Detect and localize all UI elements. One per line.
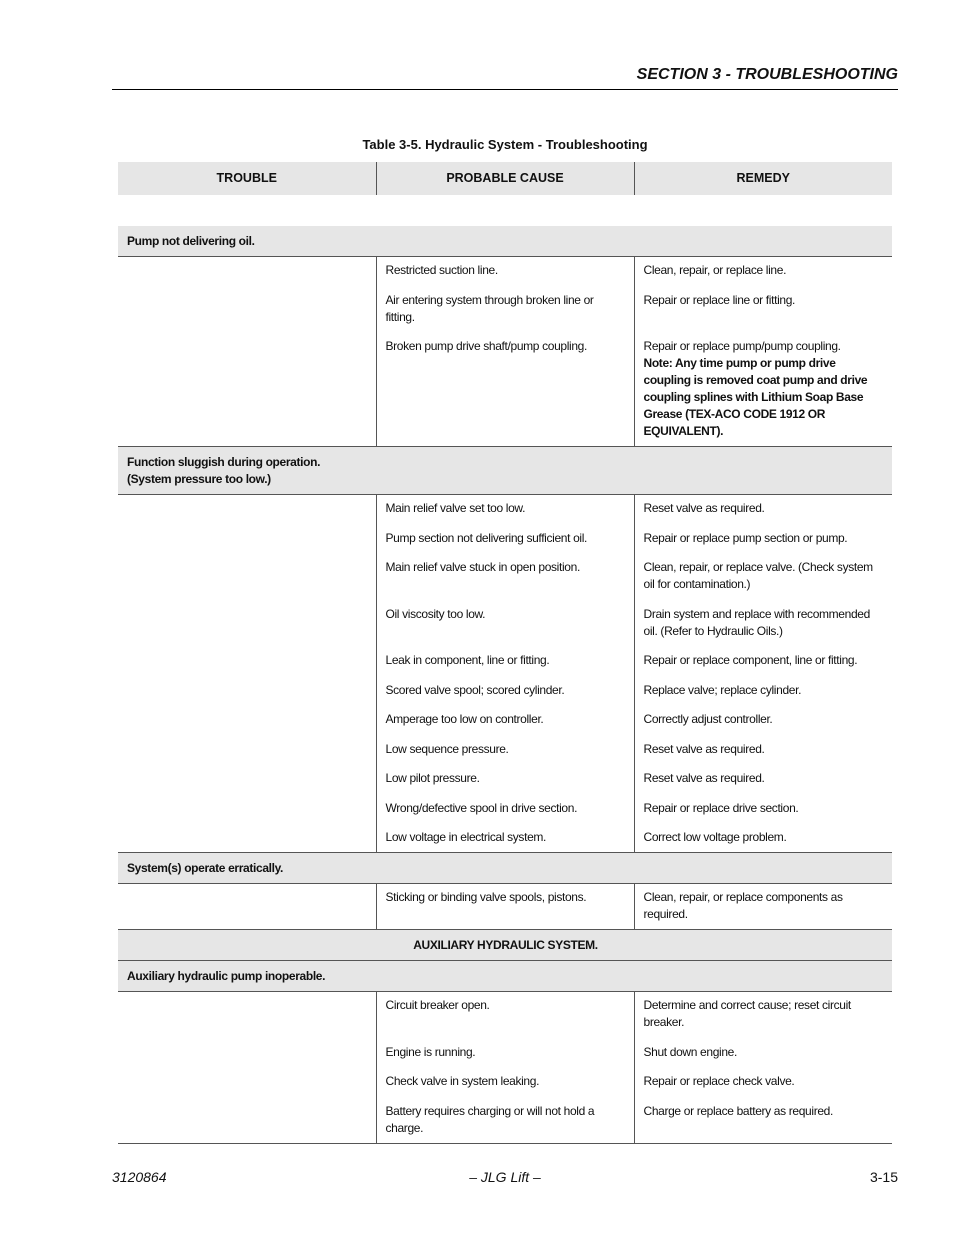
remedy-item [644, 1073, 885, 1090]
troubleshooting-table [118, 162, 892, 1144]
remedy-text: Reset valve as required. [643, 741, 765, 756]
probable-cause-item: Oil viscosity too low. [385, 606, 486, 621]
remedy-item [644, 1103, 885, 1137]
remedy-text: Repair or replace pump section or pump. [643, 530, 848, 545]
remedy-text: Clean, repair, or replace line. [643, 263, 787, 277]
probable-cause-item: Amperage too low on controller. [385, 712, 544, 726]
trouble-cell [118, 930, 892, 961]
remedy-item [644, 606, 885, 640]
remedy-text: Correct low voltage problem. [643, 830, 787, 844]
column-header-remedy: REMEDY [634, 162, 892, 195]
probable-cause-item: Sticking or binding valve spools, pistons. [385, 890, 587, 904]
trouble-row [118, 447, 892, 495]
remedy-item [644, 889, 885, 923]
trouble-blank-cell [118, 257, 376, 447]
column-header-probable-cause: PROBABLE CAUSE [376, 162, 634, 195]
remedy-item [644, 1044, 885, 1061]
probable-cause-item: Low pilot pressure. [385, 771, 480, 785]
remedy-item [644, 682, 885, 699]
trouble-blank-cell [118, 992, 376, 1144]
trouble-row [118, 930, 892, 961]
remedy-item [644, 770, 885, 787]
trouble-row [118, 226, 892, 257]
remedy-item [644, 741, 885, 758]
trouble-blank-cell [118, 884, 376, 930]
remedy-item [644, 829, 885, 846]
probable-cause-item: Wrong/defective spool in drive section. [385, 800, 578, 815]
remedy-item [644, 997, 885, 1031]
probable-cause-item: Check valve in system leaking. [385, 1074, 540, 1088]
remedy-item [644, 262, 885, 279]
probable-cause-item: Low voltage in electrical system. [385, 830, 547, 844]
probable-cause-item: Low sequence pressure. [385, 741, 509, 756]
detail-row [118, 495, 892, 853]
remedy-text: Clean, repair, or replace valve. (Check system oil for contamination.) [643, 560, 873, 591]
remedy-text: Repair or replace component, line or fitting. [643, 653, 858, 667]
remedy-item [644, 559, 885, 593]
trouble-text: Pump not delivering oil. [127, 234, 255, 248]
probable-cause-item: Restricted suction line. [385, 263, 498, 277]
remedy-item [644, 652, 885, 669]
remedy-cell [634, 884, 892, 930]
column-header-trouble: TROUBLE [118, 162, 376, 195]
column-header-row [118, 162, 892, 195]
probable-cause-item: Main relief valve set too low. [385, 501, 526, 515]
probable-cause-item: Scored valve spool; scored cylinder. [385, 682, 565, 697]
remedy-cell [634, 992, 892, 1144]
remedy-text: Repair or replace check valve. [643, 1074, 795, 1088]
probable-cause-item: Leak in component, line or fitting. [385, 653, 550, 667]
trouble-row [118, 853, 892, 884]
header-rule [112, 89, 898, 90]
remedy-text: Clean, repair, or replace components as required. [643, 890, 843, 921]
trouble-text: AUXILIARY HYDRAULIC SYSTEM. [413, 938, 598, 952]
remedy-item [644, 800, 885, 817]
probable-cause-cell [376, 992, 634, 1144]
spacer-row [118, 195, 892, 226]
trouble-blank-cell [118, 495, 376, 853]
remedy-cell [634, 257, 892, 447]
probable-cause-item: Engine is running. [385, 1044, 476, 1059]
trouble-cell [118, 961, 892, 992]
remedy-text: Correctly adjust controller. [643, 712, 773, 726]
trouble-row [118, 961, 892, 992]
probable-cause-item: Pump section not delivering sufficient oil. [385, 530, 588, 545]
section-title: SECTION 3 - TROUBLESHOOTING [636, 66, 898, 83]
trouble-text: Auxiliary hydraulic pump inoperable. [127, 969, 326, 983]
probable-cause-cell [376, 495, 634, 853]
probable-cause-cell [376, 884, 634, 930]
remedy-item [644, 500, 885, 517]
remedy-item [644, 292, 885, 326]
remedy-note: Note: Any time pump or pump drive coupling is removed coat pump and drive coupling splines with Lithium Soap Base Grease (TEX-ACO CODE 1912 OR EQUIVALENT). [643, 356, 868, 438]
remedy-text: Drain system and replace with recommended oil. (Refer to Hydraulic Oils.) [643, 606, 870, 638]
remedy-text: Replace valve; replace cylinder. [643, 682, 802, 697]
remedy-text: Repair or replace pump/pump coupling. [643, 339, 841, 353]
trouble-text: System(s) operate erratically. [127, 861, 284, 875]
trouble-cell [118, 447, 892, 495]
detail-row [118, 992, 892, 1144]
remedy-cell [634, 495, 892, 853]
doc-number: 3120864 [112, 1169, 167, 1185]
remedy-text: Shut down engine. [643, 1044, 737, 1059]
probable-cause-item: Battery requires charging or will not hold a charge. [385, 1103, 595, 1135]
trouble-cell [118, 853, 892, 884]
remedy-text: Repair or replace line or fitting. [643, 292, 796, 307]
probable-cause-item: Air entering system through broken line or fitting. [385, 292, 594, 324]
remedy-text: Repair or replace drive section. [643, 800, 799, 815]
remedy-item [644, 338, 885, 440]
trouble-text: Function sluggish during operation. (System pressure too low.) [127, 455, 321, 486]
probable-cause-item: Circuit breaker open. [385, 998, 490, 1012]
detail-row [118, 884, 892, 930]
footer-brand: – JLG Lift – [469, 1169, 541, 1185]
remedy-item [644, 530, 885, 547]
remedy-text: Charge or replace battery as required. [643, 1103, 833, 1118]
detail-row [118, 257, 892, 447]
page-number: 3-15 [869, 1169, 898, 1185]
probable-cause-item: Broken pump drive shaft/pump coupling. [385, 339, 587, 353]
trouble-cell [118, 226, 892, 257]
probable-cause-item: Main relief valve stuck in open position. [385, 560, 580, 574]
table-body [118, 162, 892, 1143]
table-title: Table 3-5. Hydraulic System - Troubleshooting [362, 137, 648, 152]
remedy-text: Determine and correct cause; reset circuit breaker. [643, 998, 851, 1029]
remedy-item [644, 711, 885, 728]
probable-cause-cell [376, 257, 634, 447]
remedy-text: Reset valve as required. [643, 771, 765, 785]
remedy-text: Reset valve as required. [643, 501, 765, 515]
